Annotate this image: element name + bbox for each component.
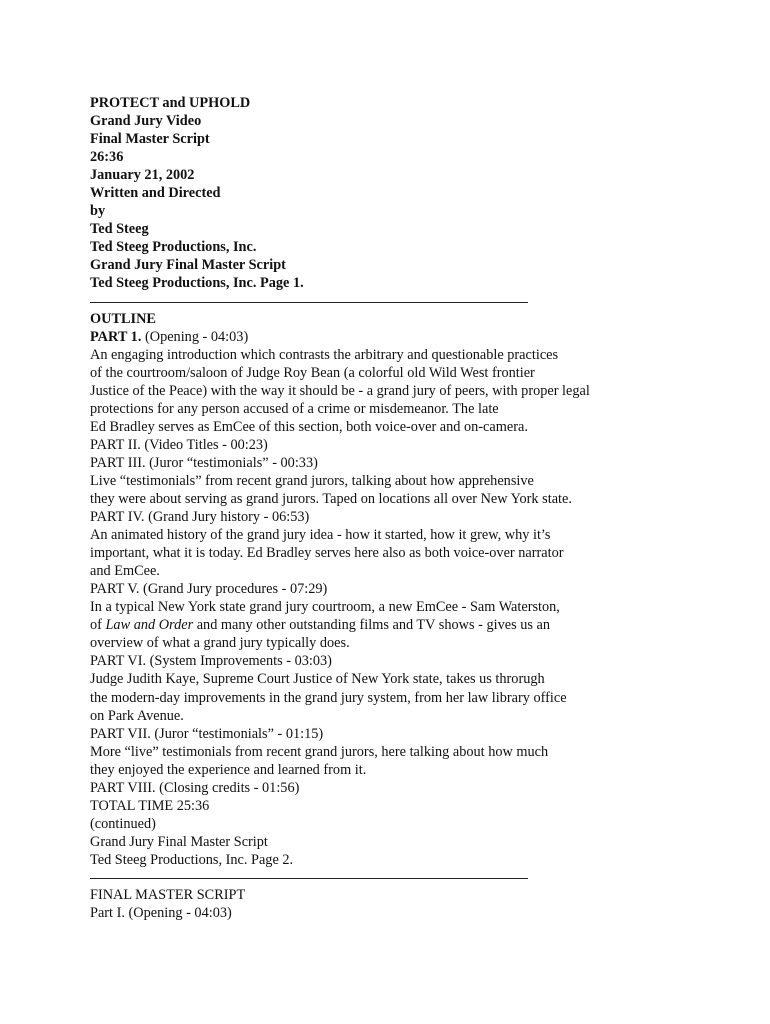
doc-runtime: 26:36 — [90, 149, 124, 166]
doc-subtitle: Grand Jury Video — [90, 113, 202, 130]
outline-body-a — [90, 346, 650, 617]
outline-line: protections for any person accused of a crime or misdemeanor. The late — [90, 400, 499, 417]
outline-section — [90, 310, 650, 869]
outline-line: Justice of the Peace) with the way it should be - a grand jury of peers, with proper legal — [90, 382, 590, 399]
doc-title: PROTECT and UPHOLD — [90, 95, 251, 111]
part-1-detail: (Opening - 04:03) — [141, 328, 249, 345]
outline-line: Grand Jury Final Master Script — [90, 833, 268, 850]
outline-body-b — [90, 634, 650, 869]
outline-line: PART VI. (System Improvements - 03:03) — [90, 653, 332, 670]
part-1-label: PART 1. — [90, 328, 142, 345]
outline-line: they were about serving as grand jurors. Taped on locations all over New York state. — [90, 490, 572, 507]
credit-line: Written and Directed — [90, 185, 221, 202]
company-name: Ted Steeg Productions, Inc. — [90, 239, 257, 256]
outline-line: they enjoyed the experience and learned from it. — [90, 761, 367, 778]
outline-line: PART II. (Video Titles - 00:23) — [90, 436, 268, 453]
title-block — [90, 94, 650, 293]
outline-line: important, what it is today. Ed Bradley serves here also as both voice-over narrator — [90, 545, 564, 562]
page-footer: Ted Steeg Productions, Inc. Page 1. — [90, 275, 304, 292]
doc-type: Final Master Script — [90, 131, 210, 148]
outline-line: PART VIII. (Closing credits - 01:56) — [90, 779, 300, 796]
credit-by: by — [90, 203, 106, 220]
outline-part-1 — [90, 328, 650, 346]
outline-line: overview of what a grand jury typically does. — [90, 635, 350, 652]
outline-line: An animated history of the grand jury idea - how it started, how it grew, why it’s — [90, 527, 551, 544]
law-suffix: and many other outstanding films and TV shows - gives us an — [193, 617, 550, 634]
outline-line: In a typical New York state grand jury courtroom, a new EmCee - Sam Waterston, — [90, 599, 560, 616]
document-page — [90, 94, 650, 922]
running-header: Grand Jury Final Master Script — [90, 257, 286, 274]
outline-line: on Park Avenue. — [90, 707, 184, 724]
outline-line: Ted Steeg Productions, Inc. Page 2. — [90, 851, 294, 868]
outline-line: More “live” testimonials from recent grand jurors, here talking about how much — [90, 743, 549, 760]
outline-line: Judge Judith Kaye, Supreme Court Justice of New York state, takes us throrugh — [90, 671, 545, 688]
outline-line: TOTAL TIME 25:36 — [90, 797, 210, 814]
page-divider — [90, 878, 528, 879]
outline-line: An engaging introduction which contrasts the arbitrary and questionable practices — [90, 346, 559, 363]
outline-line: PART VII. (Juror “testimonials” - 01:15) — [90, 725, 324, 742]
doc-date: January 21, 2002 — [90, 167, 195, 184]
outline-line: Ed Bradley serves as EmCee of this section, both voice-over and on-camera. — [90, 418, 528, 435]
outline-line: (continued) — [90, 815, 156, 832]
outline-line: Live “testimonials” from recent grand jurors, talking about how apprehensive — [90, 472, 534, 489]
law-and-order-title: Law and Order — [105, 617, 194, 634]
outline-line: and EmCee. — [90, 563, 160, 580]
outline-line: PART IV. (Grand Jury history - 06:53) — [90, 509, 310, 526]
outline-line: of the courtroom/saloon of Judge Roy Bean (a colorful old Wild West frontier — [90, 364, 535, 381]
script-section — [90, 886, 650, 922]
law-prefix: of — [90, 617, 106, 634]
outline-line: the modern-day improvements in the grand jury system, from her law library office — [90, 689, 567, 706]
outline-heading: OUTLINE — [90, 310, 156, 327]
script-part-1: Part I. (Opening - 04:03) — [90, 905, 232, 922]
outline-line-law-and-order — [90, 616, 650, 634]
outline-line: PART III. (Juror “testimonials” - 00:33) — [90, 454, 318, 471]
outline-line: PART V. (Grand Jury procedures - 07:29) — [90, 581, 328, 598]
page-divider — [90, 302, 528, 303]
script-heading: FINAL MASTER SCRIPT — [90, 886, 246, 903]
author-name: Ted Steeg — [90, 221, 149, 238]
